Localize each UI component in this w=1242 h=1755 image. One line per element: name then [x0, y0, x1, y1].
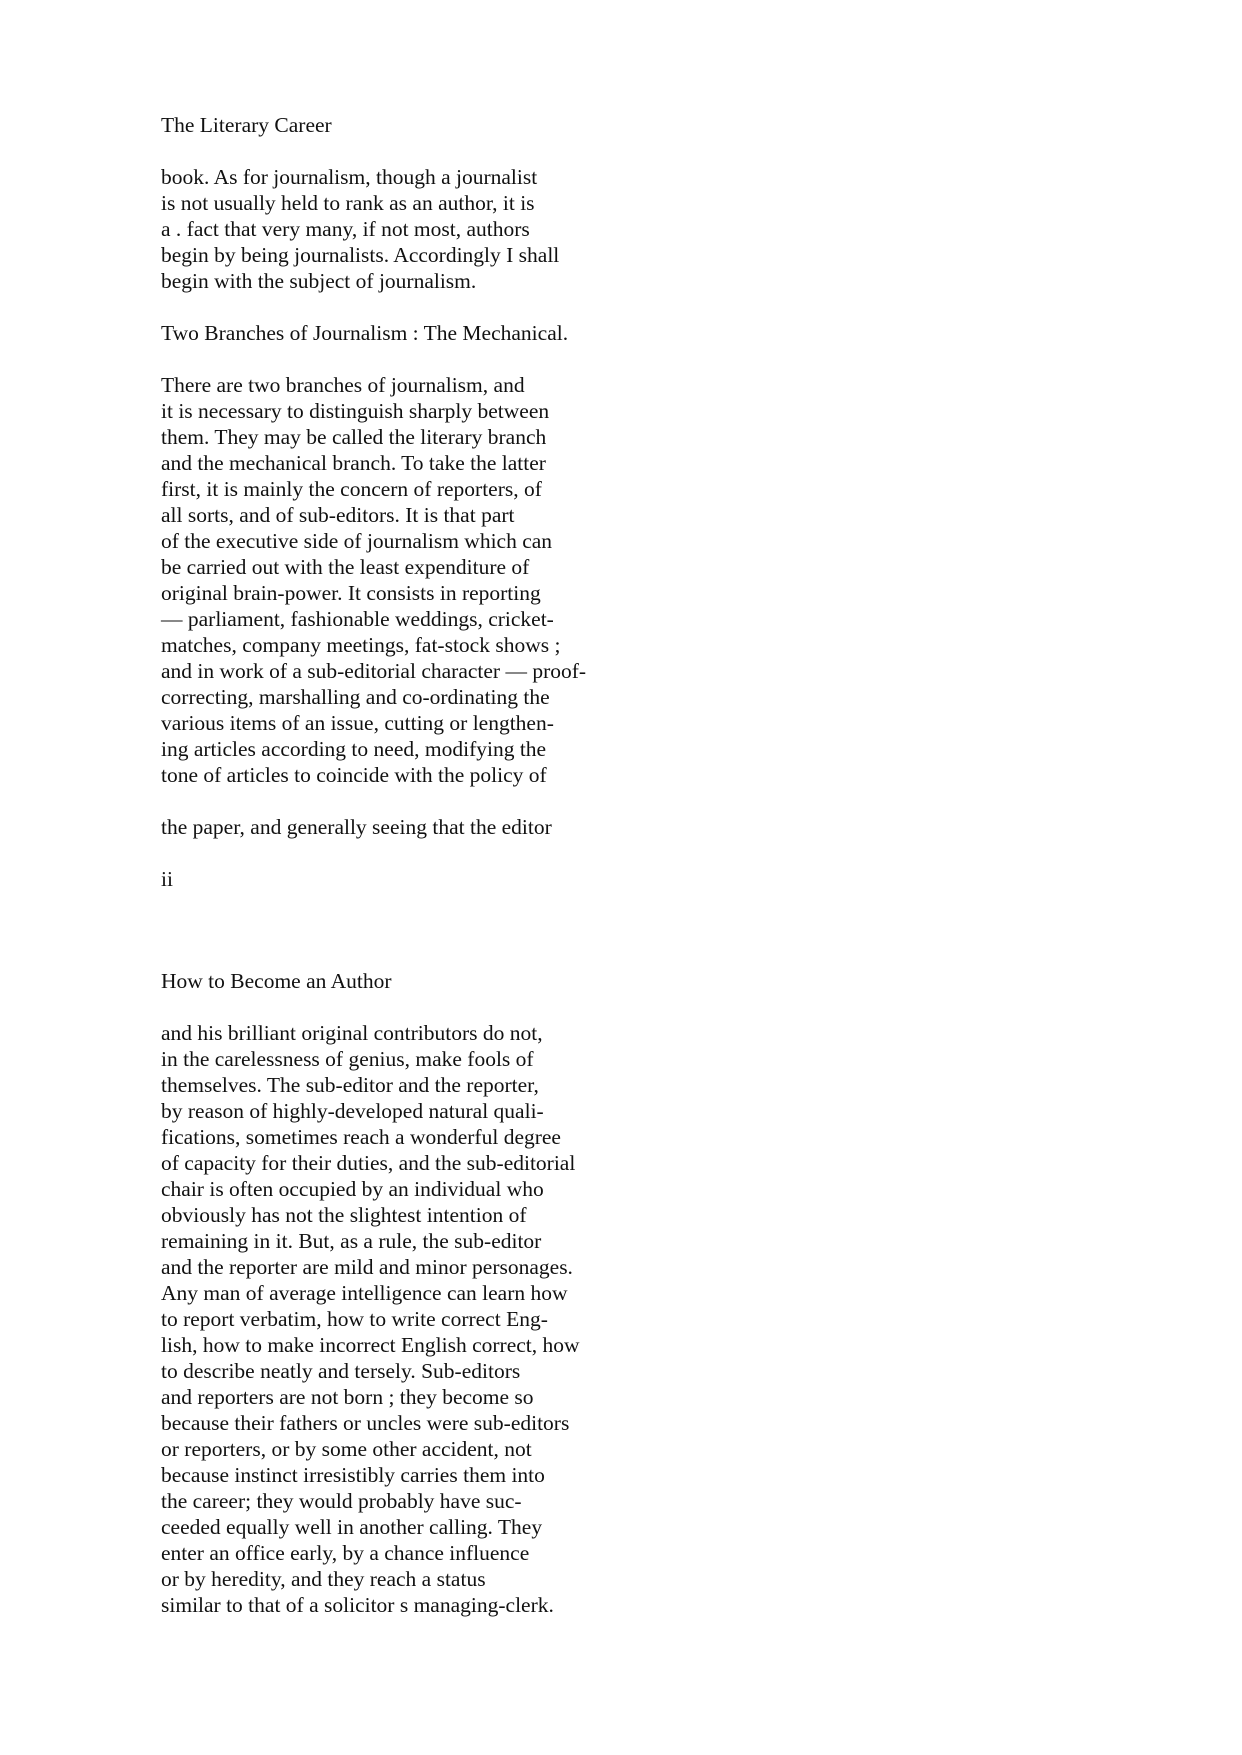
text-line: lish, how to make incorrect English correct, how [161, 1333, 580, 1357]
text-line: of the executive side of journalism which can [161, 529, 553, 553]
text-line: all sorts, and of sub-editors. It is that part [161, 503, 515, 527]
text-line: of capacity for their duties, and the sub-editorial [161, 1151, 576, 1175]
text-line: it is necessary to distinguish sharply between [161, 399, 550, 423]
text-line: be carried out with the least expenditure of [161, 555, 530, 579]
text-line: because their fathers or uncles were sub-editors [161, 1411, 570, 1435]
text-line: or reporters, or by some other accident, not [161, 1437, 532, 1461]
text-line: fications, sometimes reach a wonderful degree [161, 1125, 561, 1149]
text-line: chair is often occupied by an individual who [161, 1177, 544, 1201]
text-line: to describe neatly and tersely. Sub-editors [161, 1359, 521, 1383]
text-line: and in work of a sub-editorial character — proof- [161, 659, 587, 683]
text-line: themselves. The sub-editor and the reporter, [161, 1073, 539, 1097]
text-line: matches, company meetings, fat-stock shows ; [161, 633, 561, 657]
text-line: or by heredity, and they reach a status [161, 1567, 486, 1591]
text-line: Any man of average intelligence can learn how [161, 1281, 568, 1305]
text-line: to report verbatim, how to write correct Eng- [161, 1307, 548, 1331]
text-line: begin by being journalists. Accordingly I shall [161, 243, 560, 267]
text-line: begin with the subject of journalism. [161, 269, 477, 293]
text-line: because instinct irresistibly carries them into [161, 1463, 545, 1487]
text-line: and the mechanical branch. To take the latter [161, 451, 546, 475]
text-line: by reason of highly-developed natural quali- [161, 1099, 544, 1123]
text-line: There are two branches of journalism, and [161, 373, 525, 397]
text-line: is not usually held to rank as an author, it is [161, 191, 535, 215]
text-line: in the carelessness of genius, make fools of [161, 1047, 534, 1071]
text-line: — parliament, fashionable weddings, cricket- [161, 607, 554, 631]
text-line: tone of articles to coincide with the policy of [161, 763, 547, 787]
text-line: book. As for journalism, though a journalist [161, 165, 538, 189]
text-line: enter an office early, by a chance influence [161, 1541, 530, 1565]
text-line: original brain-power. It consists in reporting [161, 581, 541, 605]
running-head: The Literary Career [161, 113, 332, 137]
text-line: various items of an issue, cutting or lengthen- [161, 711, 554, 735]
text-line: a . fact that very many, if not most, authors [161, 217, 530, 241]
text-line: and the reporter are mild and minor personages. [161, 1255, 573, 1279]
text-line: the career; they would probably have suc- [161, 1489, 522, 1513]
text-line: and his brilliant original contributors do not, [161, 1021, 543, 1045]
section-heading: Two Branches of Journalism : The Mechanical. [161, 321, 569, 345]
text-line: obviously has not the slightest intention of [161, 1203, 527, 1227]
catch-line: the paper, and generally seeing that the editor [161, 815, 552, 839]
running-head: How to Become an Author [161, 969, 392, 993]
text-line: similar to that of a solicitor s managing-clerk. [161, 1593, 554, 1617]
text-line: remaining in it. But, as a rule, the sub-editor [161, 1229, 542, 1253]
text-line: correcting, marshalling and co-ordinating the [161, 685, 550, 709]
page-number: ii [161, 867, 173, 891]
text-line: them. They may be called the literary branch [161, 425, 547, 449]
text-line: and reporters are not born ; they become so [161, 1385, 534, 1409]
text-line: first, it is mainly the concern of reporters, of [161, 477, 542, 501]
text-line: ceeded equally well in another calling. They [161, 1515, 543, 1539]
text-line: ing articles according to need, modifying the [161, 737, 547, 761]
